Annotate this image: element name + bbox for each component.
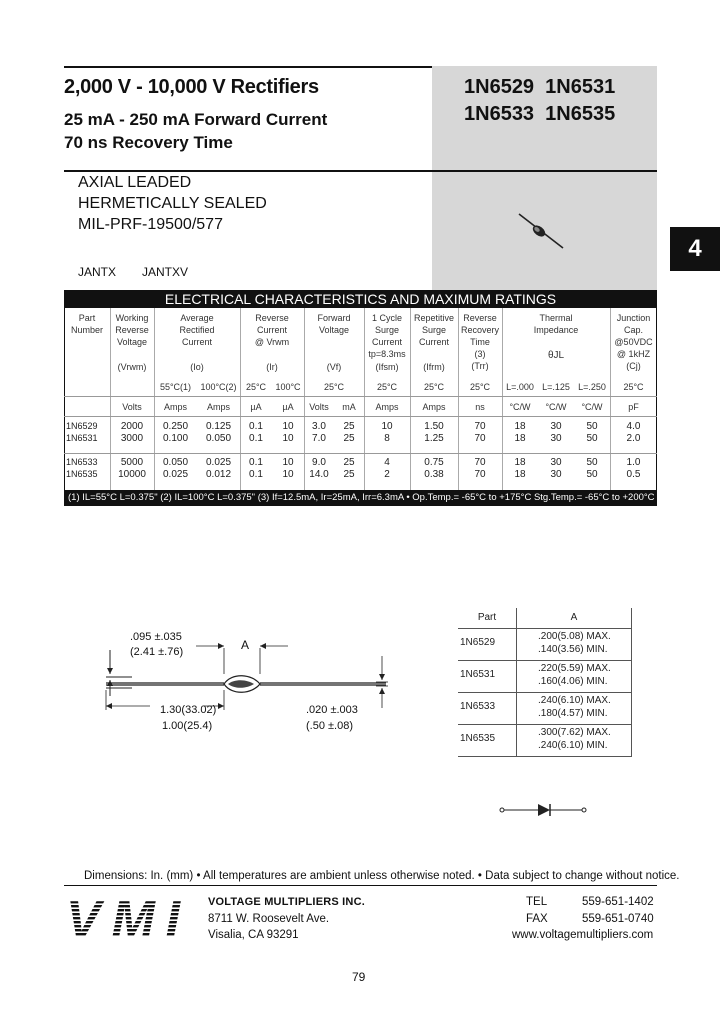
table-cell: 0.1: [249, 457, 263, 468]
table-cell-part: 1N6535: [66, 469, 98, 479]
unit-cw-2: °C/W: [545, 402, 567, 412]
cond-cj: 25°C: [623, 382, 644, 392]
cond-l250: L=.250: [578, 382, 606, 392]
table-cell: 50: [586, 433, 598, 444]
table-cell: 70: [474, 433, 486, 444]
table-cell: 1.0: [626, 457, 641, 468]
table-cell: 0.050: [162, 457, 189, 468]
dim-row-max: .220(5.59) MAX.: [538, 663, 611, 674]
table-cell: 3000: [120, 433, 144, 444]
dimension-a-label: A: [241, 638, 250, 652]
col-average-current: Average Rectified Current: [179, 313, 215, 347]
logo-text: VMI: [66, 893, 180, 941]
table-cell: 10000: [118, 469, 146, 480]
col-surge-symbol: (Ifsm): [375, 362, 399, 372]
dim-row-part: 1N6531: [460, 669, 496, 680]
header-top-rule: [64, 66, 432, 68]
feature-mil-spec: MIL-PRF-19500/577: [78, 216, 223, 233]
col-forward-voltage: Forward Voltage: [317, 313, 351, 335]
table-cell: 8: [384, 433, 390, 444]
table-cell: 0.050: [205, 433, 232, 444]
cond-surge: 25°C: [376, 382, 398, 392]
cond-rr: 25°C: [469, 382, 491, 392]
table-cell-part: 1N6533: [66, 457, 98, 467]
table-cell: 2000: [120, 421, 144, 432]
page-title: 2,000 V - 10,000 V Rectifiers: [64, 76, 319, 98]
col-reverse-current: Reverse Current @ Vrwm: [254, 313, 290, 347]
table-cell: 1.25: [424, 433, 444, 444]
unit-ua-1: µA: [250, 402, 262, 412]
part-number-panel: [432, 66, 657, 290]
table-cell: 30: [550, 457, 562, 468]
cond-fwd: 25°C: [323, 382, 345, 392]
dimension-table: [458, 608, 632, 756]
table-cell: 70: [474, 469, 486, 480]
table-cell: 14.0: [309, 469, 329, 480]
table-cell: 10: [282, 433, 294, 444]
dim-row-max: .300(7.62) MAX.: [538, 727, 611, 738]
table-cell: 3.0: [312, 421, 326, 432]
table-cell: 1.50: [424, 421, 444, 432]
col-forward-symbol: (Vf): [326, 362, 342, 372]
col-average-symbol: (Io): [190, 362, 204, 372]
dim-row-part: 1N6529: [460, 637, 496, 648]
table-cell-part: 1N6531: [66, 433, 98, 443]
company-logo: [64, 893, 182, 941]
dim-row-min: .140(3.56) MIN.: [538, 644, 608, 655]
dim-row-max: .240(6.10) MAX.: [538, 695, 611, 706]
dim-row-min: .180(4.57) MIN.: [538, 708, 608, 719]
footer-rule: [64, 885, 657, 886]
dim-row-part: 1N6533: [460, 701, 496, 712]
tel-number: 559-651-1402: [582, 896, 654, 908]
table-cell: 0.38: [424, 469, 444, 480]
unit-vf-volts: Volts: [309, 402, 329, 412]
tel-label: TEL: [526, 896, 548, 908]
table-cell: 7.0: [312, 433, 326, 444]
unit-surge-amps: Amps: [375, 402, 399, 412]
unit-pf: pF: [628, 402, 639, 412]
footer-disclaimer: Dimensions: In. (mm) • All temperatures are ambient unless otherwise noted. • Data subject to change without notice.: [84, 870, 680, 882]
col-part: Part Number: [70, 313, 103, 335]
table-cell: 2: [384, 469, 390, 480]
table-cell: 25: [343, 469, 355, 480]
table-cell: 0.125: [205, 421, 232, 432]
table-cell: 10: [282, 457, 294, 468]
unit-vf-ma: mA: [342, 402, 356, 412]
lead-length-2: 1.00(25.4): [162, 720, 213, 732]
col-repetitive-surge: Repetitive Surge Current: [413, 313, 455, 347]
unit-volts: Volts: [122, 402, 142, 412]
unit-amps-1: Amps: [163, 402, 187, 412]
lead-length-1: 1.30(33.02): [160, 704, 217, 716]
table-cell: 30: [550, 421, 562, 432]
dim-table-header-part: Part: [477, 612, 497, 623]
subtitle-current: 25 mA - 250 mA Forward Current: [64, 110, 328, 129]
table-cell: 4: [384, 457, 390, 468]
table-cell: 50: [586, 469, 598, 480]
address-city: Visalia, CA 93291: [208, 929, 299, 941]
unit-ns: ns: [475, 402, 485, 412]
lead-diameter-mm: (.50 ±.08): [306, 720, 354, 732]
table-cell: 10: [381, 421, 393, 432]
col-repetitive-symbol: (Ifrm): [423, 362, 445, 372]
section-tab: 4: [670, 227, 720, 271]
unit-ua-2: µA: [282, 402, 294, 412]
col-reverse-symbol: (Ir): [266, 362, 278, 372]
table-cell: 0.025: [205, 457, 232, 468]
table-cell: 0.1: [249, 433, 263, 444]
table-cell: 0.012: [205, 469, 232, 480]
table-cell: 5000: [120, 457, 144, 468]
col-junction-cap: Junction Cap. @50VDC @ 1kHZ (Cj): [614, 313, 653, 371]
table-cell: 0.1: [249, 469, 263, 480]
table-cell: 18: [514, 457, 526, 468]
cond-rev-25: 25°C: [245, 382, 267, 392]
table-cell: 10: [282, 421, 294, 432]
unit-cw-3: °C/W: [581, 402, 603, 412]
page-number: 79: [352, 970, 366, 984]
table-cell: 9.0: [312, 457, 326, 468]
table-cell: 70: [474, 457, 486, 468]
feature-axial: AXIAL LEADED: [78, 174, 192, 191]
address-street: 8711 W. Roosevelt Ave.: [208, 913, 330, 925]
fax-label: FAX: [526, 913, 548, 925]
table-cell: 0.5: [626, 469, 641, 480]
table-cell: 18: [514, 433, 526, 444]
col-working-symbol: (Vrwm): [117, 362, 147, 372]
table-cell: 0.1: [249, 421, 263, 432]
dim-row-min: .160(4.06) MIN.: [538, 676, 608, 687]
part-numbers-line2: 1N6533 1N6535: [464, 103, 616, 125]
table-cell: 18: [514, 469, 526, 480]
company-name: VOLTAGE MULTIPLIERS INC.: [208, 896, 365, 908]
table-cell: 0.75: [424, 457, 444, 468]
dim-table-header-a: A: [570, 612, 578, 623]
header-rule-left: [64, 170, 432, 172]
dim-row-max: .200(5.08) MAX.: [538, 631, 611, 642]
unit-rep-amps: Amps: [422, 402, 446, 412]
qualification-jantxv: JANTXV: [142, 265, 189, 279]
col-working-voltage: Working Reverse Voltage: [115, 313, 149, 347]
dim-row-part: 1N6535: [460, 733, 496, 744]
table-cell: 4.0: [626, 421, 641, 432]
dim-row-min: .240(6.10) MIN.: [538, 740, 608, 751]
unit-cw-1: °C/W: [509, 402, 531, 412]
table-cell: 10: [282, 469, 294, 480]
table-cell: 25: [343, 421, 355, 432]
table-cell: 50: [586, 421, 598, 432]
table-cell: 0.025: [162, 469, 189, 480]
cond-rev-100: 100°C: [275, 382, 301, 392]
subtitle-recovery: 70 ns Recovery Time: [64, 133, 233, 152]
cond-rep: 25°C: [423, 382, 445, 392]
table-cell: 25: [343, 457, 355, 468]
table-cell: 30: [550, 469, 562, 480]
cond-l000: L=.000: [506, 382, 534, 392]
website-link[interactable]: www.voltagemultipliers.com: [512, 929, 654, 941]
table-cell: 2.0: [626, 433, 641, 444]
fax-number: 559-651-0740: [582, 913, 654, 925]
lead-diameter-in: .020 ±.003: [306, 704, 358, 716]
table-cell: 25: [343, 433, 355, 444]
table-cell: 70: [474, 421, 486, 432]
col-surge-current: 1 Cycle Surge Current tp=8.3ms: [368, 313, 406, 359]
body-diameter-mm: (2.41 ±.76): [130, 646, 184, 658]
table-notes: (1) IL=55°C L=0.375" (2) IL=100°C L=0.375" (3) If=12.5mA, Ir=25mA, Irr=6.3mA • Op.Temp.= -65°C to +175°C Stg.Temp.= -65°C to +200°C: [64, 490, 657, 506]
diode-symbol-icon: [498, 800, 588, 820]
col-thermal-symbol: θJL: [547, 350, 565, 361]
table-cell: 18: [514, 421, 526, 432]
qualification-jantx: JANTX: [78, 265, 117, 279]
cond-l125: L=.125: [542, 382, 570, 392]
table-cell: 50: [586, 457, 598, 468]
table-cell: 30: [550, 433, 562, 444]
part-numbers-line1: 1N6529 1N6531: [464, 76, 616, 98]
table-cell: 0.100: [162, 433, 189, 444]
col-recovery-time: Reverse Recovery Time (3) (Trr): [460, 313, 499, 371]
col-thermal-impedance: Thermal Impedance: [533, 313, 579, 335]
axial-diode-icon: [515, 210, 567, 252]
header-rule-right: [432, 170, 657, 172]
table-cell: 0.250: [162, 421, 189, 432]
feature-hermetic: HERMETICALLY SEALED: [78, 195, 267, 212]
table-title: ELECTRICAL CHARACTERISTICS AND MAXIMUM RATINGS: [64, 290, 657, 308]
table-cell-part: 1N6529: [66, 421, 98, 431]
cond-avg-100: 100°C(2): [200, 382, 237, 392]
cond-avg-55: 55°C(1): [159, 382, 192, 392]
unit-amps-2: Amps: [206, 402, 230, 412]
body-diameter-in: .095 ±.035: [130, 631, 182, 643]
